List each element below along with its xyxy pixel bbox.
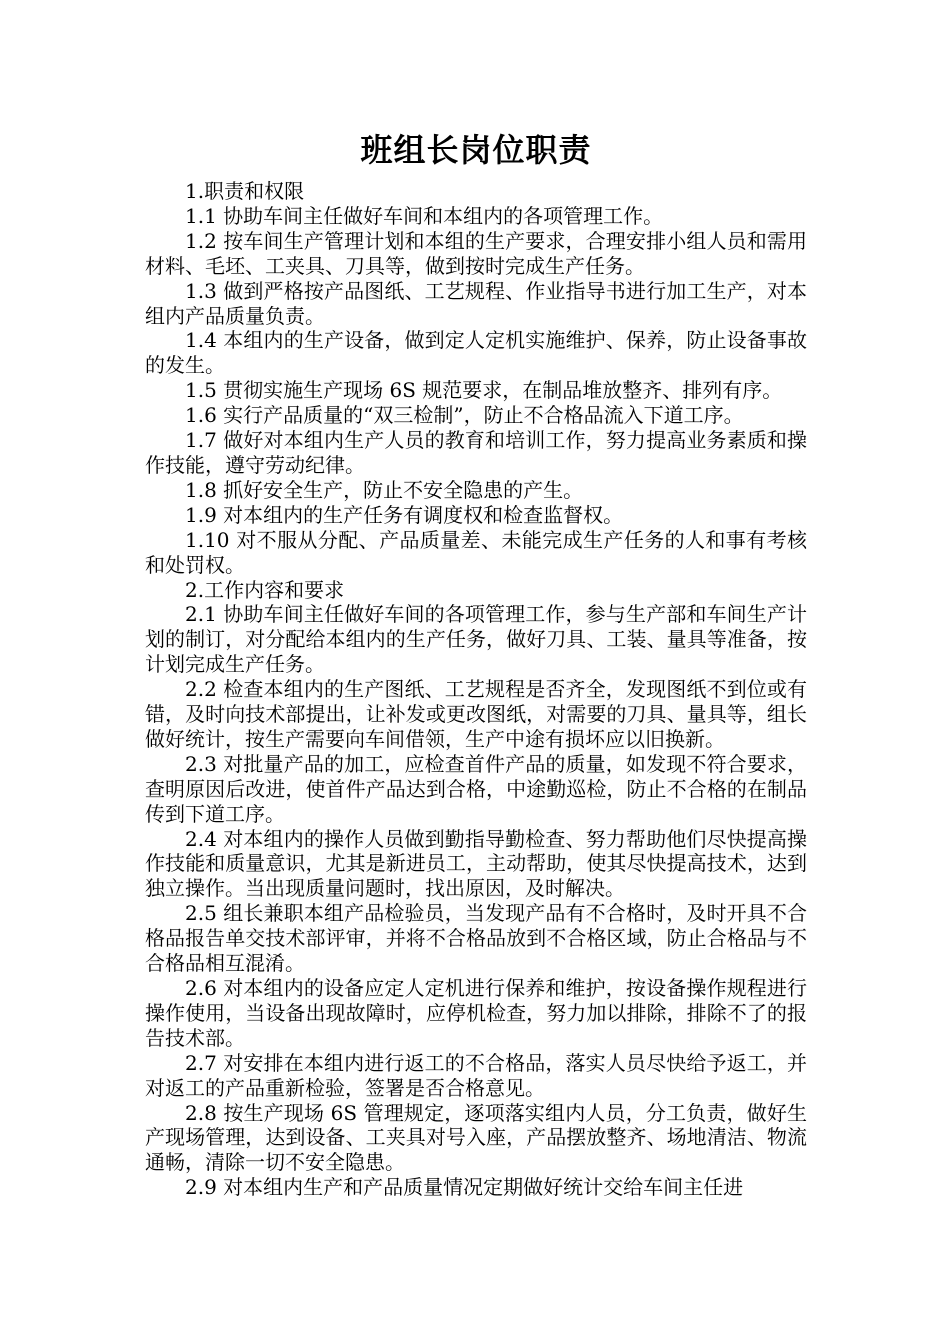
paragraph-2-9: 2.9 对本组内生产和产品质量情况定期做好统计交给车间主任进 bbox=[185, 1175, 744, 1200]
paragraph-2: 2.工作内容和要求 bbox=[185, 577, 345, 602]
document-page bbox=[145, 128, 807, 1200]
paragraph-1-10: 1.10 对不服从分配、产品质量差、未能完成生产任务的人和事有考核和处罚权。 bbox=[145, 527, 807, 577]
document-title: 班组长岗位职责 bbox=[360, 131, 592, 169]
paragraph-1-9: 1.9 对本组内的生产任务有调度权和检查监督权。 bbox=[185, 502, 624, 527]
paragraph-1: 1.职责和权限 bbox=[185, 179, 305, 203]
paragraph-2-3: 2.3 对批量产品的加工，应检查首件产品的质量，如发现不符合要求，查明原因后改进，使首件产品达到合格，中途勤巡检，防止不合格的在制品传到下道工序。 bbox=[145, 751, 807, 826]
paragraph-1-7: 1.7 做好对本组内生产人员的教育和培训工作，努力提高业务素质和操作技能，遵守劳动纪律。 bbox=[145, 428, 807, 477]
paragraph-1-2: 1.2 按车间生产管理计划和本组的生产要求，合理安排小组人员和需用材料、毛坯、工夹具、刀具等，做到按时完成生产任务。 bbox=[145, 228, 807, 278]
paragraph-1-5: 1.5 贯彻实施生产现场 6S 规范要求，在制品堆放整齐、排列有序。 bbox=[185, 378, 783, 403]
paragraph-1-3: 1.3 做到严格按产品图纸、工艺规程、作业指导书进行加工生产，对本组内产品质量负责。 bbox=[145, 278, 807, 328]
paragraph-2-1: 2.1 协助车间主任做好车间的各项管理工作，参与生产部和车间生产计划的制订，对分配给本组内的生产任务，做好刀具、工装、量具等准备，按计划完成生产任务。 bbox=[145, 602, 807, 677]
paragraph-1-1: 1.1 协助车间主任做好车间和本组内的各项管理工作。 bbox=[185, 203, 664, 228]
paragraph-2-5: 2.5 组长兼职本组产品检验员，当发现产品有不合格时，及时开具不合格品报告单交技术部评审，并将不合格品放到不合格区域，防止合格品与不合格品相互混淆。 bbox=[145, 901, 807, 976]
paragraph-1-6: 1.6 实行产品质量的“双三检制”，防止不合格品流入下道工序。 bbox=[185, 403, 744, 428]
paragraph-1-8: 1.8 抓好安全生产，防止不安全隐患的产生。 bbox=[185, 477, 584, 502]
document-body bbox=[145, 179, 807, 1200]
paragraph-2-4: 2.4 对本组内的操作人员做到勤指导勤检查、努力帮助他们尽快提高操作技能和质量意识，尤其是新进员工，主动帮助，使其尽快提高技术，达到独立操作。当出现质量问题时，找出原因，及时解决。 bbox=[145, 826, 807, 901]
paragraph-2-8: 2.8 按生产现场 6S 管理规定，逐项落实组内人员，分工负责，做好生产现场管理，达到设备、工夹具对号入座，产品摆放整齐、场地清洁、物流通畅，清除一切不安全隐患。 bbox=[145, 1100, 807, 1175]
paragraph-2-2: 2.2 检查本组内的生产图纸、工艺规程是否齐全，发现图纸不到位或有错，及时向技术部提出，让补发或更改图纸，对需要的刀具、量具等，组长做好统计，按生产需要向车间借领，生产中途有损坏应以旧换新。 bbox=[145, 677, 807, 751]
paragraph-2-6: 2.6 对本组内的设备应定人定机进行保养和维护，按设备操作规程进行操作使用，当设备出现故障时，应停机检查，努力加以排除，排除不了的报告技术部。 bbox=[145, 976, 807, 1050]
paragraph-2-7: 2.7 对安排在本组内进行返工的不合格品，落实人员尽快给予返工，并对返工的产品重新检验，签署是否合格意见。 bbox=[145, 1050, 807, 1100]
paragraph-1-4: 1.4 本组内的生产设备，做到定人定机实施维护、保养，防止设备事故的发生。 bbox=[145, 328, 807, 378]
